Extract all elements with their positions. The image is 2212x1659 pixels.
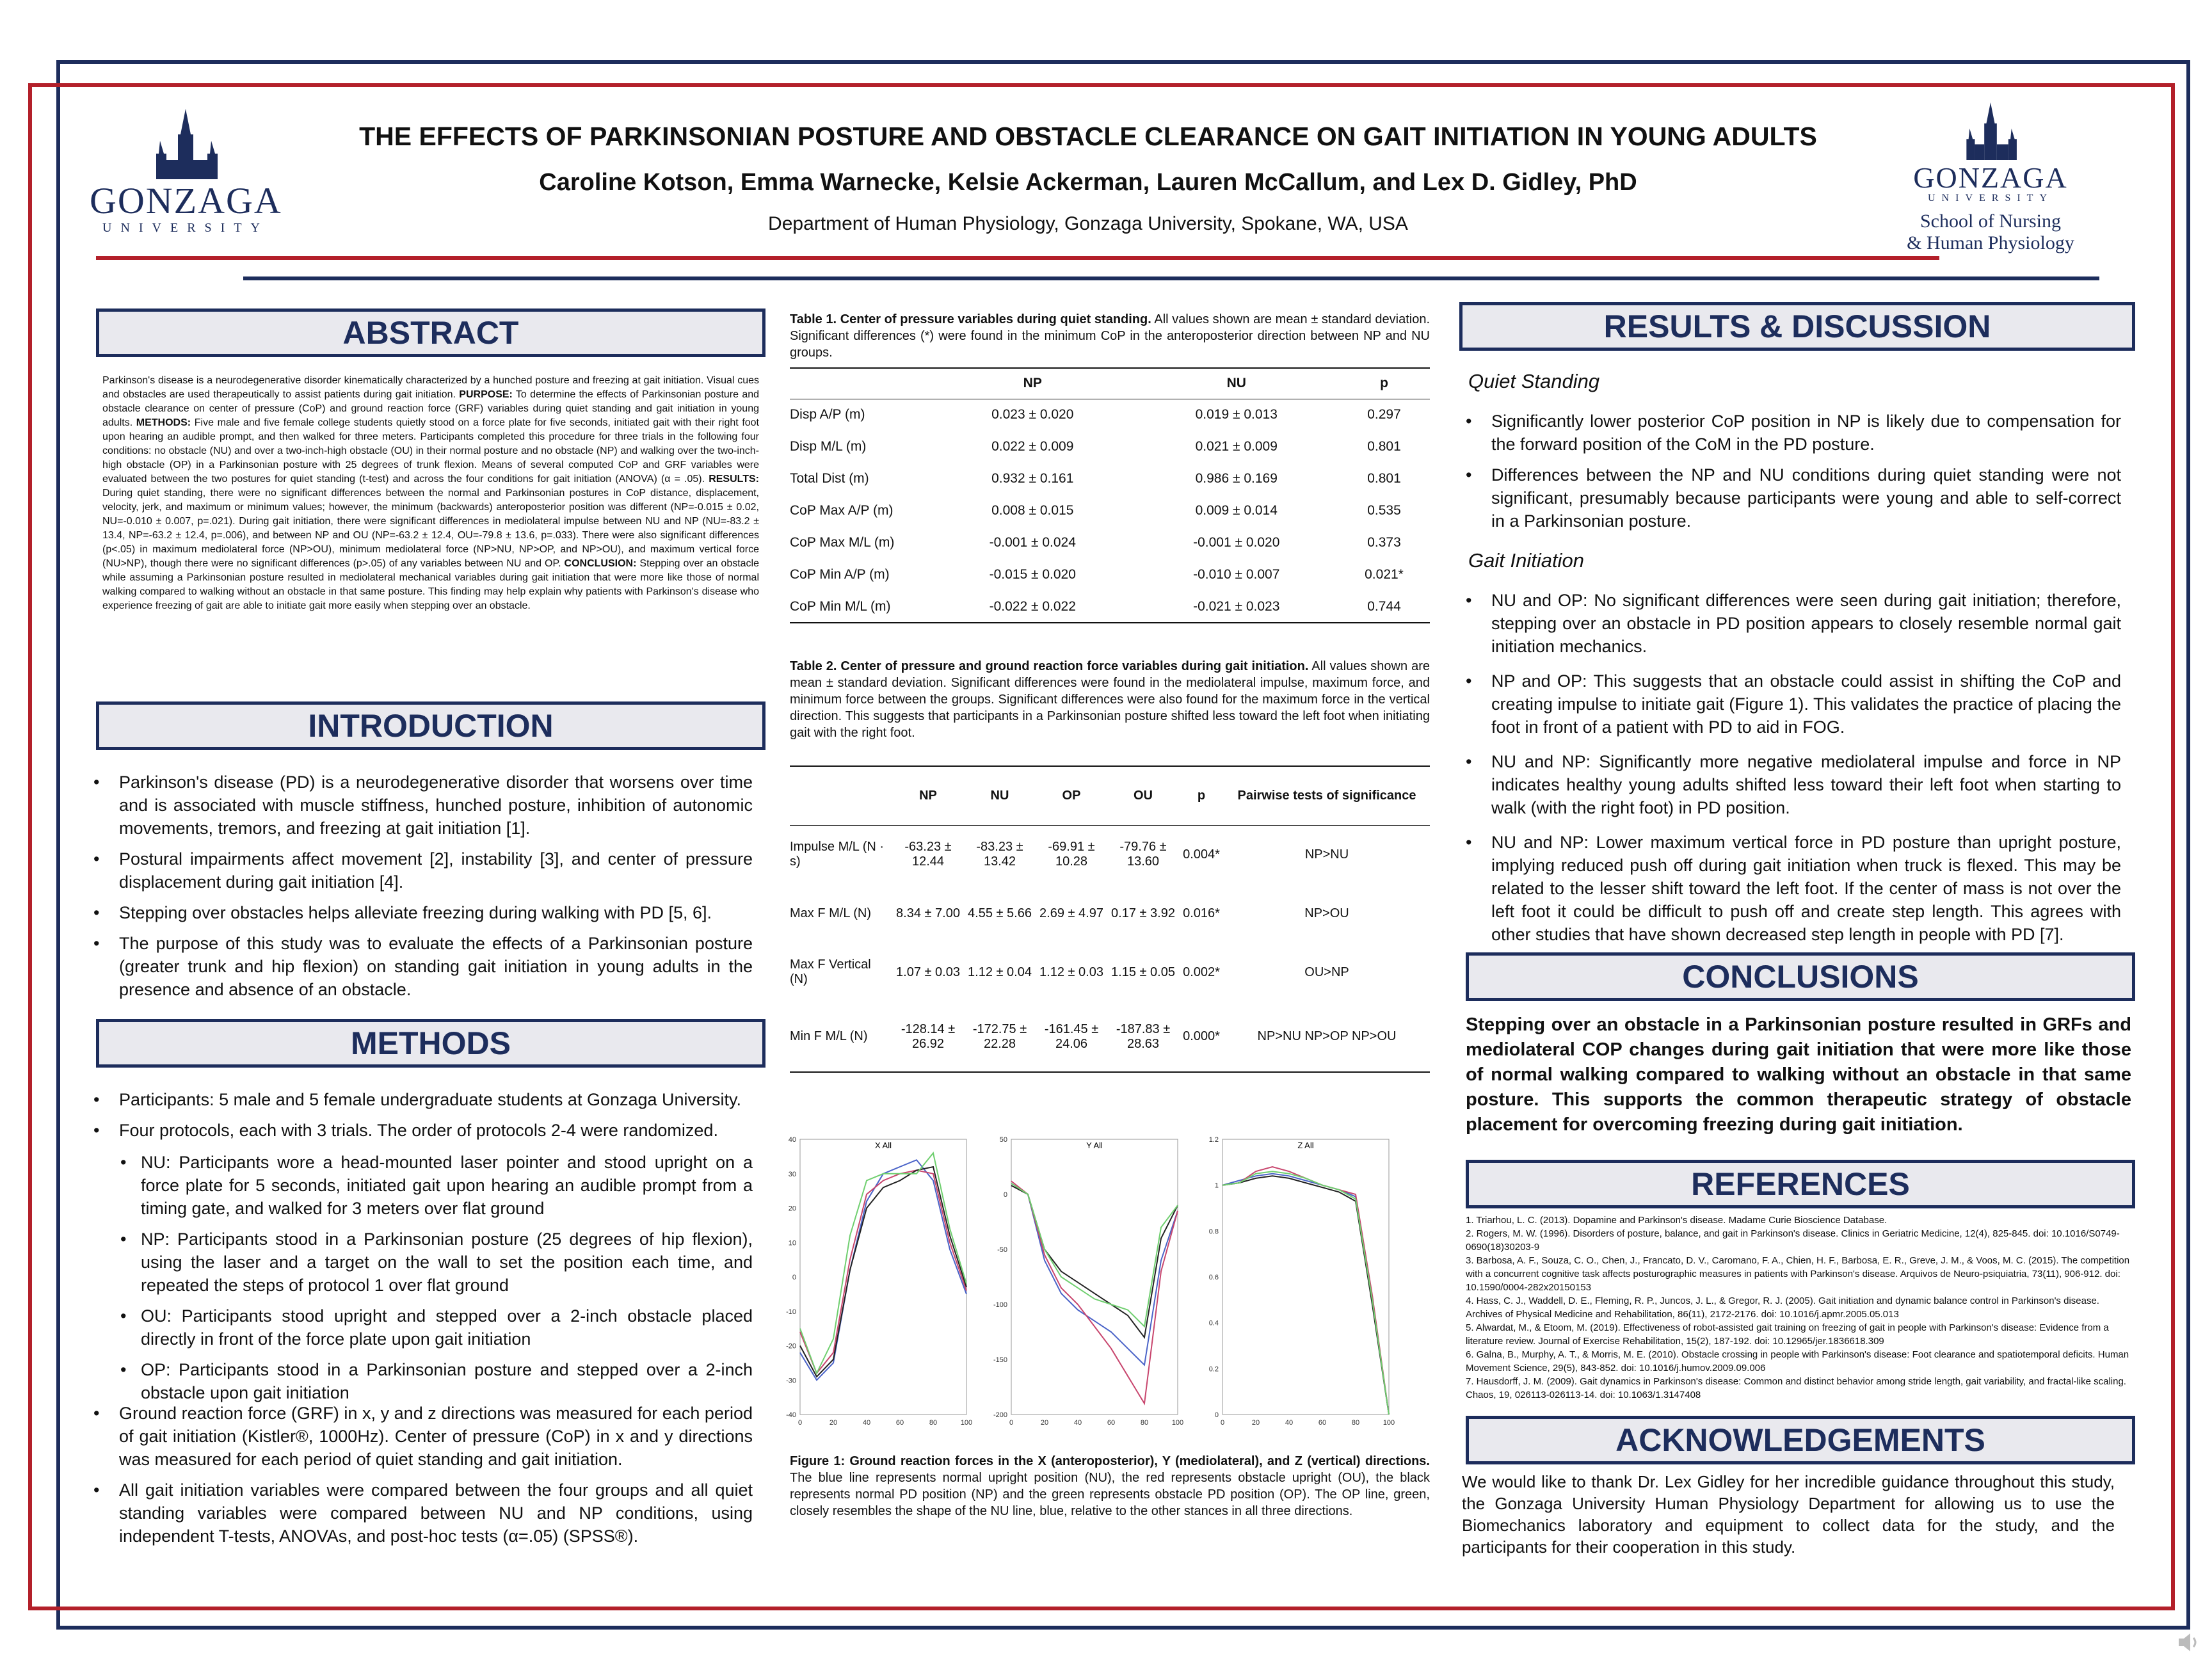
list-item: • NP and OP: This suggests that an obstacle could assist in shifting the CoP and creating impulse to initiate gait (Figure 1). This validates the practice of placing the foot in front of a patient with PD to aid in FOG. [1462, 669, 2121, 739]
acknowledgements-text: We would like to thank Dr. Lex Gidley for her incredible guidance throughout this study, the Gonzaga University Human Physiology Department for allowing us to use the Biomechanics laboratory and equipment to collect data for the study, and the participants for their cooperation in this study. [1462, 1472, 2115, 1557]
table-cell: -172.75 ± 22.28 [972, 1022, 1027, 1051]
list-item: • Differences between the NP and NU conditions during quiet standing were not significant, presumably because participants were young and able to self-correct in a Parkinsonian posture. [1462, 463, 2121, 533]
logo-left-sub: UNIVERSITY [102, 221, 269, 235]
quiet-standing-heading: Quiet Standing [1468, 370, 1600, 392]
series-line-ou [1222, 1167, 1389, 1415]
y-tick-label: 0 [792, 1274, 796, 1281]
table-cell: 0.000* [1183, 1029, 1220, 1043]
table2 [790, 765, 1430, 1073]
table-cell: CoP Min A/P (m) [790, 567, 890, 582]
gonzaga-logo-left [90, 109, 282, 237]
table1 [790, 367, 1430, 623]
list-item: • Postural impairments affect movement [2], instability [3], and center of pressure displacement during gait initiation [4]. [90, 847, 753, 894]
table-header-cell [790, 766, 892, 825]
table-cell: -0.001 ± 0.024 [989, 535, 1076, 550]
table-cell: 0.801 [1367, 439, 1401, 454]
x-tick-label: 80 [1140, 1419, 1149, 1427]
table-cell: Disp M/L (m) [790, 439, 867, 454]
table-cell: NP>NU NP>OP NP>OU [1257, 1029, 1397, 1043]
list-item: • Significantly lower posterior CoP position in NP is likely due to compensation for the forward position of the CoM in the PD posture. [1462, 410, 2121, 456]
poster-title: THE EFFECTS OF PARKINSONIAN POSTURE AND OBSTACLE CLEARANCE ON GAIT INITIATION IN YOUNG ADULTS [359, 122, 1817, 151]
abstract-intro: Parkinson's disease is a neurodegenerative disorder kinematically characterized by a hunched posture and freezing at gait initiation. Visual cues and obstacles are used therapeutically to assist patients during gait initiation. [102, 375, 759, 400]
quiet-standing-list [1462, 410, 2121, 540]
introduction-heading: INTRODUCTION [96, 701, 765, 750]
table-row [790, 399, 1430, 431]
y-tick-label: -50 [997, 1246, 1007, 1254]
table1-caption [790, 311, 1430, 361]
references-list [1466, 1214, 2131, 1402]
table-cell: NP>OU [1304, 906, 1349, 920]
table-cell: -187.83 ± 28.63 [1116, 1022, 1171, 1051]
x-tick-label: 100 [1171, 1419, 1184, 1427]
table-row [790, 825, 1430, 884]
x-tick-label: 40 [1285, 1419, 1294, 1427]
table-cell: -79.76 ± 13.60 [1119, 840, 1167, 869]
figure1-caption-title: Figure 1: Ground reaction forces in the X (anteroposterior), Y (mediolateral), and Z (vertical) directions. [790, 1454, 1430, 1468]
table2-caption [790, 658, 1430, 741]
series-line-np [800, 1167, 966, 1377]
logo-right-sub: UNIVERSITY [1928, 193, 2053, 204]
list-item: • NU and NP: Significantly more negative mediolateral impulse and force in NP indicates healthy young adults shifted less toward their left foot when starting to walk (with the right foot) in PD position. [1462, 750, 2121, 819]
list-item: • OU: Participants stood upright and stepped over a 2-inch obstacle placed directly in front of the force plate upon gait initiation [90, 1304, 753, 1350]
list-item: 6. Galna, B., Murphy, A. T., & Morris, M. E. (2010). Obstacle crossing in people with Parkinson's disease: Foot clearance and spatiotemporal deficits. Human Movement Science, 29(5), 843-852. doi: 10.1016/j.humov.2009.09.006 [1466, 1349, 2129, 1374]
list-item: • NU and OP: No significant differences were seen during gait initiation; therefore, stepping over an obstacle in PD position appears to closely resemble normal gait initiation mechanics. [1462, 589, 2121, 658]
table-row [790, 884, 1430, 943]
list-item: • NU: Participants wore a head-mounted laser pointer and stood upright on a force plate for 5 seconds, initiated gait upon hearing an audible prompt from a timing gate, and walked for 3 meters over flat ground [90, 1151, 753, 1220]
table-header-cell: NU [990, 788, 1009, 803]
table-cell: 2.69 ± 4.97 [1039, 906, 1103, 920]
list-item: • Participants: 5 male and 5 female undergraduate students at Gonzaga University. [90, 1088, 753, 1111]
poster-authors: Caroline Kotson, Emma Warnecke, Kelsie Ackerman, Lauren McCallum, and Lex D. Gidley, PhD [539, 169, 1637, 196]
table-row [790, 943, 1430, 1002]
table-cell: Min F M/L (N) [790, 1029, 868, 1043]
table-cell: -0.015 ± 0.020 [989, 567, 1076, 582]
x-tick-label: 20 [1251, 1419, 1260, 1427]
table-cell: Max F M/L (N) [790, 906, 872, 920]
series-line-op [1011, 1183, 1178, 1327]
list-item: 1. Triarhou, L. C. (2013). Dopamine and Parkinson's disease. Madame Curie Bioscience Database. [1466, 1215, 1887, 1226]
table2-caption-title: Table 2. Center of pressure and ground reaction force variables during gait initiation. [790, 659, 1309, 673]
figure1-caption [790, 1453, 1430, 1519]
conclusions-heading: CONCLUSIONS [1466, 952, 2135, 1001]
list-item: • Four protocols, each with 3 trials. The order of protocols 2-4 were randomized. [90, 1119, 753, 1142]
table-cell: Impulse M/L (N · s) [790, 840, 885, 869]
y-tick-label: 20 [788, 1205, 796, 1213]
table-row [790, 591, 1430, 623]
table-header-row [790, 766, 1430, 825]
table-header-cell: OP [1062, 788, 1081, 803]
conclusions-text: Stepping over an obstacle in a Parkinsonian posture resulted in GRFs and mediolateral COP changes during gait initiation that were more like those of normal walking compared to walking without an obstacle in that same posture. This supports the common therapeutic strategy of obstacle placement for overcoming freezing during gait initiation. [1466, 1014, 2131, 1135]
y-tick-label: 10 [788, 1239, 796, 1247]
list-item: • The purpose of this study was to evaluate the effects of a Parkinsonian posture (greater trunk and hip flexion) on standing gait initiation in young adults in the presence and absence of an obstacle. [90, 932, 753, 1001]
list-item: 5. Alwardat, M., & Etoom, M. (2019). Effectiveness of robot-assisted gait training on freezing of gait in people with Parkinson's disease: Evidence from a literature review. Journal of Exercise Rehabilitation, 15(2), 187-192. doi: 10.12965/jer.1836618.309 [1466, 1322, 2109, 1347]
table-cell: 0.023 ± 0.020 [991, 407, 1074, 422]
table-cell: NP>NU [1304, 847, 1349, 862]
logo-right-school-1: School of Nursing [1920, 211, 2061, 232]
table-cell: Disp A/P (m) [790, 407, 865, 422]
y-tick-label: -200 [993, 1411, 1007, 1419]
x-tick-label: 60 [1318, 1419, 1327, 1427]
table2-caption-text: All values shown are mean ± standard deviation. Significant differences were found in the mediolateral impulse, maximum force, and minimum force between the groups. Significant differences were also found for the maximum force in the vertical direction. This suggests that participants in a Parkinsonian posture shifted less toward the left foot when initiating gait with the right foot. [790, 659, 1430, 740]
x-tick-label: 60 [895, 1419, 904, 1427]
table-cell: Total Dist (m) [790, 471, 869, 486]
table-cell: -0.022 ± 0.022 [989, 598, 1076, 614]
y-tick-label: -150 [993, 1356, 1007, 1364]
x-tick-label: 20 [1040, 1419, 1049, 1427]
table1-caption-text: All values shown are mean ± standard deviation. Significant differences (*) were found in the minimum CoP in the anteroposterior direction between NP and NU groups. [790, 312, 1431, 360]
table-cell: -0.021 ± 0.023 [1193, 598, 1280, 614]
table-cell: -69.91 ± 10.28 [1048, 840, 1095, 869]
table-cell: 0.009 ± 0.014 [1195, 503, 1278, 518]
chart-title: X All [874, 1141, 892, 1150]
list-item: 2. Rogers, M. W. (1996). Disorders of posture, balance, and gait in Parkinson's disease. Clinics in Geriatric Medicine, 12(4), 825-845. doi: 10.1016/S0749-0690(18)30203-9 [1466, 1228, 2120, 1253]
table-cell: 0.744 [1367, 598, 1401, 614]
list-item: • NU and NP: Lower maximum vertical force in PD posture than upright posture, implying reduced push off during gait initiation when truck is flexed. This may be related to the lesser shift toward the left foot. If the center of mass is not over the left foot it could be difficult to push off and create step length. This agrees with other studies that have shown decreased step length in people with PD [7]. [1462, 831, 2121, 946]
table-header-cell: p [1380, 376, 1388, 391]
table-row [790, 495, 1430, 527]
table1-caption-title: Table 1. Center of pressure variables during quiet standing. [790, 312, 1151, 326]
y-tick-label: 50 [999, 1136, 1007, 1144]
table-cell: Max F Vertical (N) [790, 958, 871, 986]
table-row [790, 559, 1430, 591]
table-cell: 0.004* [1183, 847, 1220, 862]
table-header-cell: Pairwise tests of significance [1237, 788, 1416, 803]
y-tick-label: 0.4 [1208, 1319, 1219, 1327]
abstract-results-label: RESULTS: [709, 474, 759, 485]
table-cell: 0.297 [1367, 407, 1401, 422]
acknowledgements-heading: ACKNOWLEDGEMENTS [1466, 1416, 2135, 1464]
figure1-caption-text: The blue line represents normal upright position (NU), the red represents obstacle upright (OU), the black represents normal PD position (NP) and the green represents obstacle PD position (OP). The OP line, green, closely resembles the shape of the NU line, blue, relative to the other stances in all three directions. [790, 1471, 1430, 1518]
series-line-nu [1222, 1174, 1389, 1415]
x-tick-label: 80 [929, 1419, 938, 1427]
x-tick-label: 40 [1073, 1419, 1082, 1427]
list-item: • OP: Participants stood in a Parkinsonian posture and stepped over a 2-inch obstacle upon gait initiation [90, 1358, 753, 1404]
y-tick-label: 1.2 [1208, 1136, 1219, 1144]
header-navy-rule [243, 276, 2099, 280]
table-cell: 0.535 [1367, 503, 1401, 518]
y-tick-label: 0.8 [1208, 1228, 1219, 1236]
abstract-text [102, 374, 759, 613]
logo-right-name: GONZAGA [1913, 161, 2068, 194]
chart-title: Z All [1297, 1141, 1314, 1150]
table-cell: 0.016* [1183, 906, 1220, 920]
table-cell: 0.373 [1367, 535, 1401, 550]
references-heading: REFERENCES [1466, 1160, 2135, 1208]
logo-right-school-2: & Human Physiology [1907, 232, 2074, 253]
table-cell: 0.17 ± 3.92 [1111, 906, 1175, 920]
abstract-methods: Five male and five female college students quietly stood on a force plate for five seconds, initiated gait with their right foot upon hearing an audible prompt, and then walked for three meters. Participants completed this procedure for three trials in the following four conditions: no obstacle (NU) and over a two-inch-high obstacle (OU) in their normal posture and no obstacle (NP) and walking over the two-inch-high obstacle (OP) in a Parkinsonian posture with 25 degrees of trunk flexion. Means of several computed CoP and GRF variables were evaluated between the two postures for quiet standing (t-test) and across the four conditions for gait initiation (ANOVA) (α = .05). [102, 417, 760, 485]
abstract-heading: ABSTRACT [96, 309, 765, 357]
abstract-conclusion-label: CONCLUSION: [564, 558, 637, 569]
list-item: • Parkinson's disease (PD) is a neurodegenerative disorder that worsens over time and is associated with muscle stiffness, hunched posture, inhibition of autonomic movements, tremors, and freezing at gait initiation [1]. [90, 771, 753, 840]
y-tick-label: -100 [993, 1301, 1007, 1309]
methods-list [90, 1088, 753, 1150]
y-tick-label: 0.6 [1208, 1274, 1219, 1281]
x-tick-label: 40 [862, 1419, 871, 1427]
methods-sublist [90, 1151, 753, 1412]
gonzaga-logo-right [1895, 102, 2087, 253]
y-tick-label: 0 [1003, 1191, 1007, 1199]
table-header-cell: NP [919, 788, 937, 803]
y-tick-label: 1 [1214, 1182, 1219, 1190]
table-cell: 0.002* [1183, 965, 1220, 979]
table-cell: 0.008 ± 0.015 [991, 503, 1074, 518]
abstract-results: During quiet standing, there were no significant differences between the normal and Parkinsonian postures in CoP distance, displacement, velocity, jerk, and maximum or minimum values; however, the minimum (backwards) anteroposterior position was different (NP=-0.015 ± 0.02, NU=-0.010 ± 0.007, p=.021). During gait initiation, there were significant differences in mediolateral impulse between NU and NP (NU=-83.2 ± 13.4, NP=-63.2 ± 12.4, p=.006), and between NP and OU (NP=-63.2 ± 12.4, OU=-79.8 ± 13.6, p=.033). There were also significant differences (p<.05) in maximum mediolateral force (NP>OU), minimum mediolateral force (NP>NU, NP>OP, and NP>OU), and maximum vertical force (NU>NP), though there were no significant differences (p>.05) of any variables between NU and OP. [102, 488, 759, 569]
grf-charts [781, 1133, 1434, 1440]
list-item: • Stepping over obstacles helps alleviate freezing during walking with PD [5, 6]. [90, 901, 753, 924]
x-tick-label: 100 [960, 1419, 973, 1427]
abstract-purpose-label: PURPOSE: [459, 389, 513, 400]
table-header-cell: p [1197, 788, 1206, 803]
logo-left-name: GONZAGA [90, 180, 282, 221]
abstract-conclusion: Stepping over an obstacle while assuming a Parkinsonian posture resulted in mediolateral mechanical variables during gait initiation that were more like those of normal walking compared to walking without an obstacle in that same posture. This finding may help explain why patients with Parkinson's disease who experience freezing of gait are able to initiate gait more easily when stepping over an obstacle. [102, 558, 760, 611]
table-cell: 1.12 ± 0.03 [1039, 965, 1103, 979]
y-tick-label: 30 [788, 1170, 796, 1178]
x-tick-label: 80 [1351, 1419, 1360, 1427]
table-cell: 1.12 ± 0.04 [968, 965, 1032, 979]
table-header-cell [790, 368, 931, 399]
spire-icon [1959, 102, 2023, 160]
y-tick-label: -10 [786, 1308, 796, 1316]
gait-initiation-heading: Gait Initiation [1468, 549, 1584, 572]
introduction-list [90, 771, 753, 1009]
x-tick-label: 0 [797, 1419, 803, 1427]
chart-title: Y All [1086, 1141, 1103, 1150]
y-tick-label: 0.2 [1208, 1365, 1219, 1374]
table-cell: 0.801 [1367, 471, 1401, 486]
table-row [790, 1002, 1430, 1072]
table-cell: 4.55 ± 5.66 [968, 906, 1032, 920]
table-row [790, 527, 1430, 559]
table-row [790, 463, 1430, 495]
table-header-cell: NP [1023, 376, 1042, 391]
y-tick-label: 0 [1214, 1411, 1219, 1419]
gait-initiation-list [1462, 589, 2121, 954]
series-line-ou [1011, 1181, 1178, 1403]
table-cell: -0.001 ± 0.020 [1193, 535, 1280, 550]
x-tick-label: 0 [1009, 1419, 1014, 1427]
table-cell: 1.15 ± 0.05 [1111, 965, 1175, 979]
list-item: • Ground reaction force (GRF) in x, y and z directions was measured for each period of gait initiation (Kistler®, 1000Hz). Center of pressure (CoP) in x and y directions was measured for each period of quiet standing and gait initiation. [90, 1402, 753, 1471]
x-tick-label: 100 [1382, 1419, 1395, 1427]
table-cell: -0.010 ± 0.007 [1193, 567, 1280, 582]
table-cell: 0.986 ± 0.169 [1195, 471, 1278, 486]
table-header-cell: NU [1226, 376, 1246, 391]
spire-icon [147, 109, 224, 179]
table-cell: CoP Max A/P (m) [790, 503, 894, 518]
table-cell: 0.932 ± 0.161 [991, 471, 1074, 486]
table-cell: 0.021* [1365, 567, 1404, 582]
series-line-op [800, 1153, 966, 1374]
table-cell: -128.14 ± 26.92 [901, 1022, 956, 1051]
poster-affiliation: Department of Human Physiology, Gonzaga University, Spokane, WA, USA [768, 213, 1408, 234]
table-cell: -63.23 ± 12.44 [904, 840, 952, 869]
header-red-rule [96, 256, 1939, 260]
y-tick-label: -40 [786, 1411, 796, 1419]
x-tick-label: 60 [1107, 1419, 1116, 1427]
list-item: • All gait initiation variables were compared between the four groups and all quiet standing variables were compared between NU and NP conditions, using independent T-tests, ANOVAs, and post-hoc tests (α=.05) (SPSS®). [90, 1479, 753, 1548]
series-line-np [1222, 1176, 1389, 1415]
table-row [790, 431, 1430, 463]
y-tick-label: 40 [788, 1136, 796, 1144]
table-cell: -161.45 ± 24.06 [1044, 1022, 1099, 1051]
table-header-row [790, 368, 1430, 399]
results-heading: RESULTS & DISCUSSION [1459, 302, 2135, 351]
table-header-cell: OU [1134, 788, 1153, 803]
methods-heading: METHODS [96, 1019, 765, 1068]
table-cell: 1.07 ± 0.03 [896, 965, 960, 979]
list-item: • NP: Participants stood in a Parkinsonian posture (25 degrees of hip flexion), using the laser and a target on the wall to set the position each time, and repeated the steps of protocol 1 over flat ground [90, 1228, 753, 1297]
table-cell: -83.23 ± 13.42 [976, 840, 1023, 869]
table-cell: 8.34 ± 7.00 [896, 906, 960, 920]
list-item: 7. Hausdorff, J. M. (2009). Gait dynamics in Parkinson's disease: Common and distinct behavior among stride length, gait variability, and fractal-like scaling. Chaos, 19, 026113-026113-14. doi: 10.1063/1.3147408 [1466, 1376, 2126, 1400]
series-line-op [1222, 1171, 1389, 1415]
table-cell: 0.021 ± 0.009 [1195, 439, 1278, 454]
table-cell: 0.019 ± 0.013 [1195, 407, 1278, 422]
abstract-purpose: To determine the effects of Parkinsonian posture and obstacle clearance on center of pressure (CoP) and ground reaction force (GRF) variables during quiet standing and gait initiation in young adults. [102, 389, 760, 428]
table-cell: 0.022 ± 0.009 [991, 439, 1074, 454]
x-tick-label: 20 [829, 1419, 838, 1427]
table-cell: CoP Min M/L (m) [790, 598, 891, 614]
y-tick-label: -30 [786, 1377, 796, 1385]
table-cell: OU>NP [1304, 965, 1349, 979]
x-tick-label: 0 [1220, 1419, 1225, 1427]
y-tick-label: -20 [786, 1342, 796, 1350]
list-item: 3. Barbosa, A. F., Souza, C. O., Chen, J., Francato, D. V., Caromano, F. A., Chien, H. F., Barbosa, E. R., Greve, J. M., & Voos, M. C. (2015). The competition with a concurrent cognitive task affects posturographic measures in patients with Parkinson's disease. Arquivos de Neuro-psiquiatria, 73(11), 906-912. doi: 10.1590/0004-282x20150153 [1466, 1255, 2130, 1293]
abstract-methods-label: METHODS: [136, 417, 191, 428]
speaker-icon[interactable] [2176, 1631, 2202, 1654]
list-item: 4. Hass, C. J., Waddell, D. E., Fleming, R. P., Juncos, J. L., & Gregor, R. J. (2005). Gait initiation and dynamic balance control in Parkinson's disease. Archives of Physical Medicine and Rehabilitation, 86(11), 2172-2176. doi: 10.1016/j.apmr.2005.05.013 [1466, 1295, 2099, 1320]
methods-list-2 [90, 1402, 753, 1555]
table-cell: CoP Max M/L (m) [790, 535, 895, 550]
